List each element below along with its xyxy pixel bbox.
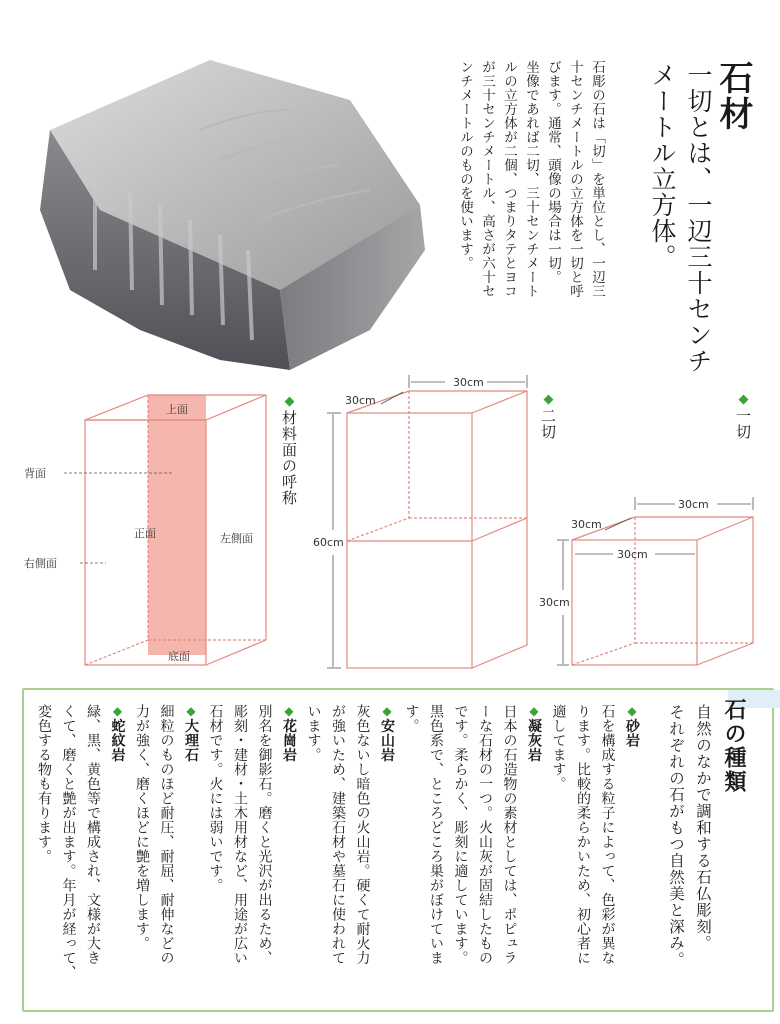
- diamond-bullet-icon: ◆: [736, 392, 751, 408]
- two-kiri-width-label: 30cm: [453, 376, 484, 389]
- two-kiri-height-label: 60cm: [313, 536, 344, 549]
- stone-type-text: 日本の石造物の素材としては、ポピュラ ーな石材の一つ。火山灰が固結したもの です。柔らかく、彫刻に適しています。 黒色系で、ところどころ巣がぼけていま す。: [403, 704, 518, 965]
- two-kiri-caption: ◆二切: [539, 392, 557, 440]
- stone-type-text: 細粒のものほど耐圧、耐屈、耐伸などの 力が強く、磨くほどに艶を増します。: [134, 704, 175, 965]
- stone-types-lead: 自然のなかで調和する石仏彫刻。 それぞれの石がもつ自然美と深み。: [667, 704, 712, 968]
- label-bottom: 底面: [168, 650, 190, 663]
- stone-type-heading: ◆大理石: [183, 704, 199, 762]
- label-front: 正面: [134, 527, 156, 540]
- page-title: 石材: [713, 60, 753, 132]
- label-back: 背面: [24, 467, 46, 480]
- stone-type-text: 石を構成する粒子によって、色彩が異な ります。比較的柔らかいため、初心者に 適してます。: [550, 704, 616, 965]
- stone-type-text: 別名を御影石。磨くと光沢が出るため、 彫刻・建材・土木用材など、用途が広い 石材です。火には弱いです。: [207, 704, 273, 965]
- label-right: 右側面: [24, 557, 57, 570]
- stone-type-text: 灰色ないし暗色の火山岩。硬くて耐火力 が強いため、建築石材や墓石に使われて います。: [305, 704, 371, 965]
- diamond-bullet-icon: ◆: [380, 704, 394, 719]
- stone-types-list: [32, 704, 645, 1004]
- stone-type-heading: ◆砂岩: [624, 704, 640, 748]
- face-names-diagram: [22, 385, 277, 680]
- label-top: 上面: [166, 403, 188, 416]
- one-kiri-depth-label: 30cm: [571, 518, 602, 531]
- stone-type-heading: ◆凝灰岩: [526, 704, 542, 762]
- stone-type-heading: ◆花崗岩: [281, 704, 297, 762]
- front-face-fill: [148, 395, 206, 655]
- one-kiri-front-width-label: 30cm: [617, 548, 648, 561]
- one-kiri-width-label: 30cm: [678, 498, 709, 511]
- diamond-bullet-icon: ◆: [527, 704, 541, 719]
- label-left: 左側面: [220, 532, 253, 545]
- intro-paragraph: 石彫の石は「切」を単位とし、一辺三 十センチメートルの立方体を一切と呼 びます。通常、頭像の場合は一切。 坐像であれば二切、三十センチメート ルの立方体が二個、つまりタテとヨコ が三十センチメートル、高さが六十セ ンチメートルのものを使います。: [457, 60, 605, 298]
- page-subtitle: 一切とは、一辺三十センチ メートル立方体。: [648, 62, 713, 374]
- diamond-bullet-icon: ◆: [110, 704, 125, 719]
- stone-type-text: 緑、黒、黄色等で構成され、文様が大き くて、磨くと艶が出ます。年月が経って、 変色する物も有ります。: [36, 704, 101, 980]
- diamond-bullet-icon: ◆: [541, 392, 556, 408]
- one-kiri-height-label: 30cm: [539, 596, 570, 609]
- one-kiri-diagram: [535, 490, 760, 675]
- stone-block-photo: [20, 40, 440, 370]
- two-kiri-diagram: [305, 370, 535, 675]
- stone-types-title: 石の種類: [721, 698, 747, 794]
- stone-type-heading: ◆蛇紋岩: [109, 704, 126, 762]
- diamond-bullet-icon: ◆: [282, 394, 297, 410]
- stone-type-heading: ◆安山岩: [379, 704, 395, 762]
- diamond-bullet-icon: ◆: [625, 704, 639, 719]
- face-names-caption: ◆材料面の呼称: [280, 394, 298, 506]
- one-kiri-caption: ◆一切: [734, 392, 752, 440]
- two-kiri-depth-label: 30cm: [345, 394, 376, 407]
- diamond-bullet-icon: ◆: [282, 704, 296, 719]
- diamond-bullet-icon: ◆: [184, 704, 198, 719]
